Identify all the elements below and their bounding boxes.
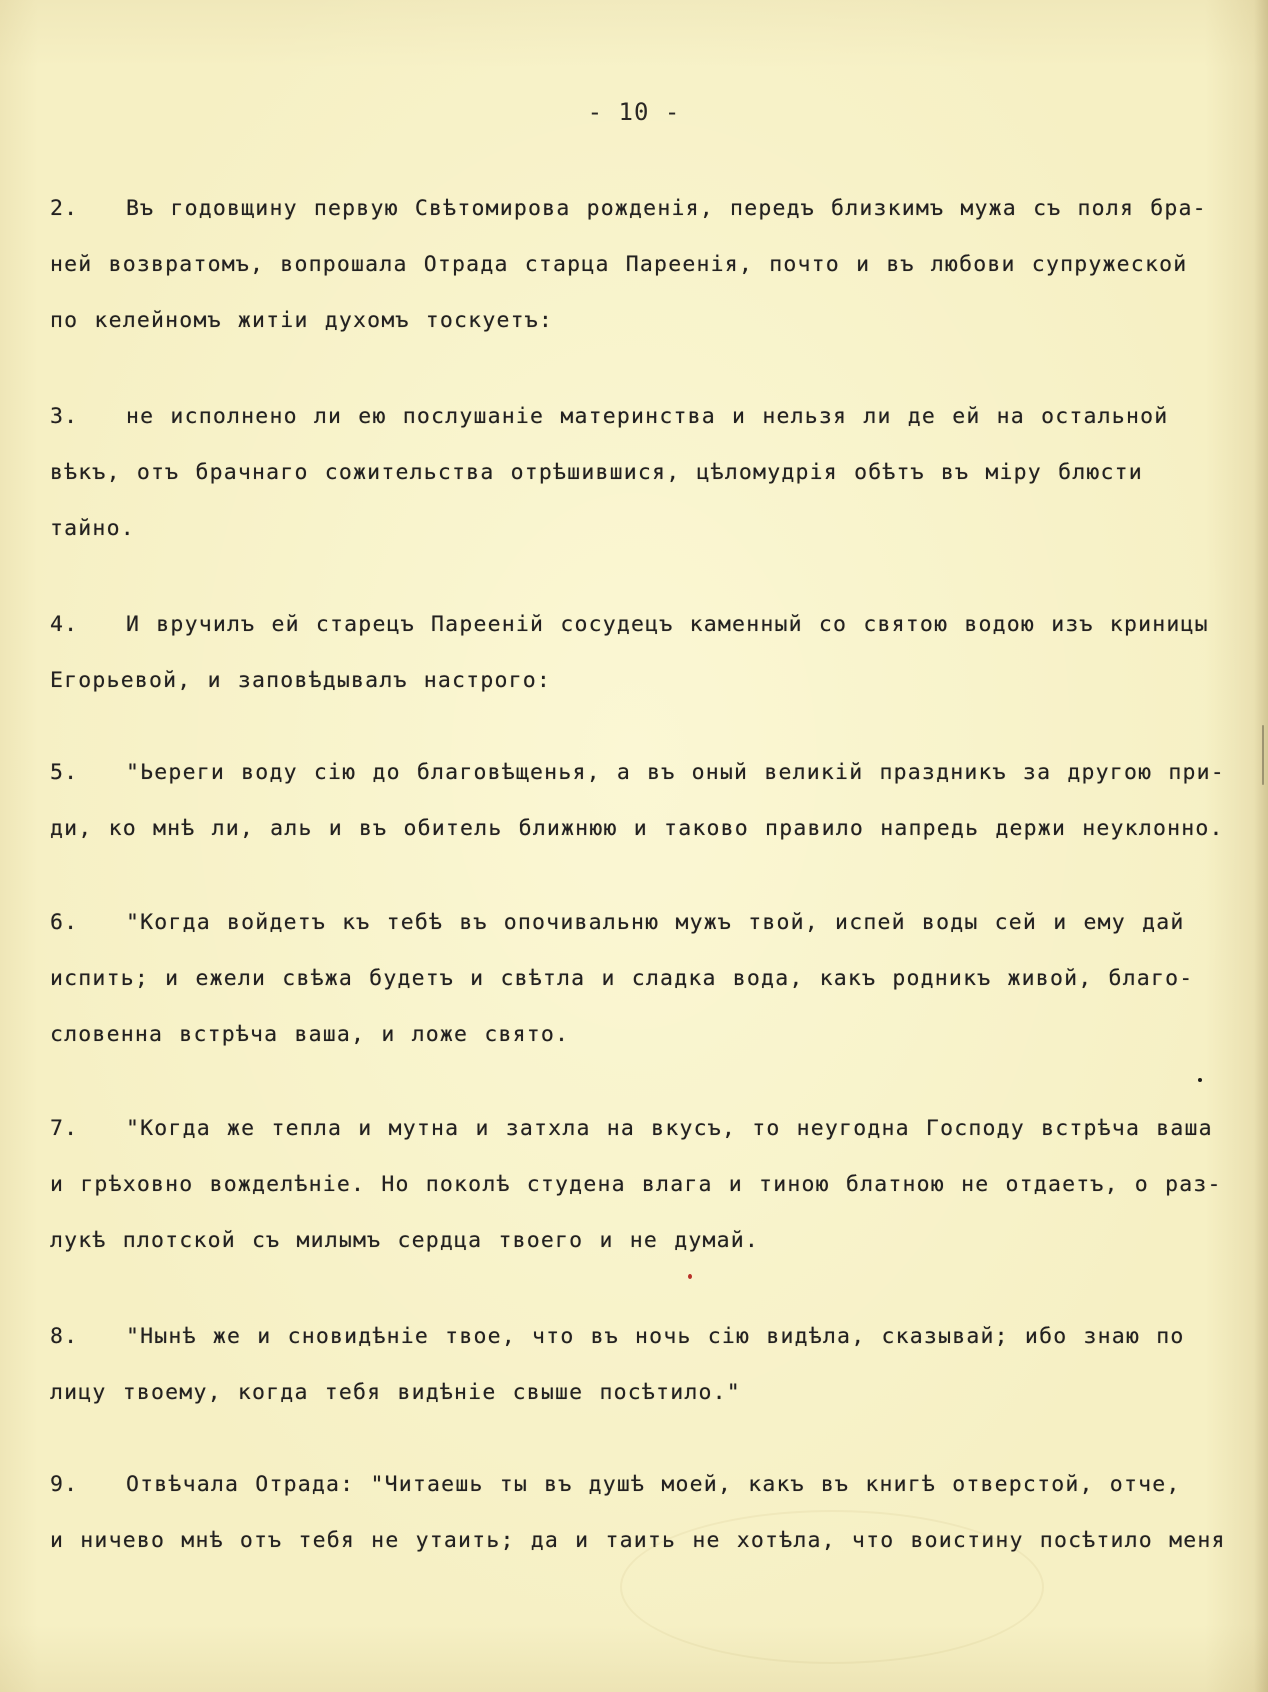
paragraph-number: 6. — [50, 910, 79, 935]
text-line: ди, ко мнѣ ли, аль и въ обитель ближнюю и таково правило напредь держи неуклонно. — [50, 816, 1224, 841]
text-line: тайно. — [50, 516, 135, 541]
red-ink-speck — [688, 1274, 692, 1279]
line-text: "Когда же тепла и мутна и затхла на вкусъ, то неугодна Господу встрѣча ваша — [126, 1116, 1213, 1141]
paragraph-7 — [50, 1101, 1250, 1269]
page-edge-shadow — [1254, 0, 1268, 1692]
text-line — [50, 1101, 1250, 1157]
paragraph-6 — [50, 895, 1250, 1063]
text-line — [50, 597, 1250, 653]
text-line: и ничево мнѣ отъ тебя не утаить; да и таить не хотѣла, что воистину посѣтило меня — [50, 1528, 1226, 1553]
text-line: ней возвратомъ, вопрошала Отрада старца Пареенія, почто и въ любови супружеской — [50, 252, 1188, 277]
text-line — [50, 895, 1250, 951]
paragraph-number: 3. — [50, 404, 79, 429]
text-line: по келейномъ житіи духомъ тоскуетъ: — [50, 308, 554, 333]
paragraph-8 — [50, 1309, 1250, 1421]
text-line — [50, 1457, 1250, 1513]
paragraph-5 — [50, 745, 1250, 857]
line-text: "Когда войдетъ къ тебѣ въ опочивальню мужъ твой, испей воды сей и ему дай — [126, 910, 1185, 935]
paragraph-number: 4. — [50, 612, 79, 637]
ink-speck — [1198, 1078, 1202, 1082]
text-line: и грѣховно вожделѣніе. Но поколѣ студена влага и тиною блатною не отдаетъ, о раз- — [50, 1172, 1222, 1197]
paragraph-number: 8. — [50, 1324, 79, 1349]
paragraph-number: 7. — [50, 1116, 79, 1141]
text-line: словенна встрѣча ваша, и ложе свято. — [50, 1022, 570, 1047]
line-text: Въ годовщину первую Свѣтомирова рожденія, передъ близкимъ мужа съ поля бра- — [126, 196, 1207, 221]
line-text: "Ьереги воду сію до благовѣщенья, а въ оный великій праздникъ за другою при- — [126, 760, 1225, 785]
text-line — [50, 1309, 1250, 1365]
paragraph-number: 5. — [50, 760, 79, 785]
text-line: лукѣ плотской съ милымъ сердца твоего и не думай. — [50, 1228, 760, 1253]
paragraph-3 — [50, 389, 1250, 557]
faint-stamp-mark — [620, 1510, 1044, 1664]
paragraph-number: 9. — [50, 1472, 79, 1497]
page-number: - 10 - — [587, 98, 681, 126]
paragraph-2 — [50, 181, 1250, 349]
line-text: "Нынѣ же и сновидѣніе твое, что въ ночь сію видѣла, сказывай; ибо знаю по — [126, 1324, 1185, 1349]
text-line: испить; и ежели свѣжа будетъ и свѣтла и сладка вода, какъ родникъ живой, благо- — [50, 966, 1194, 991]
text-line — [50, 181, 1250, 237]
line-text: Отвѣчала Отрада: "Читаешь ты въ душѣ моей, какъ въ книгѣ отверстой, отче, — [126, 1472, 1181, 1497]
text-line — [50, 389, 1250, 445]
text-line: вѣкъ, отъ брачнаго сожительства отрѣшившися, цѣломудрія обѣтъ въ міру блюсти — [50, 460, 1143, 485]
paragraph-number: 2. — [50, 196, 79, 221]
paragraph-4 — [50, 597, 1250, 709]
line-text: И вручилъ ей старецъ Пареенiй сосудецъ каменный со святою водою изъ криницы — [126, 612, 1209, 637]
text-line: лицу твоему, когда тебя видѣніе свыше посѣтило." — [50, 1380, 741, 1405]
text-line — [50, 745, 1250, 801]
text-line: Егорьевой, и заповѣдывалъ настрого: — [50, 668, 552, 693]
line-text: не исполнено ли ею послушаніе материнства и нельзя ли де ей на остальной — [126, 404, 1169, 429]
